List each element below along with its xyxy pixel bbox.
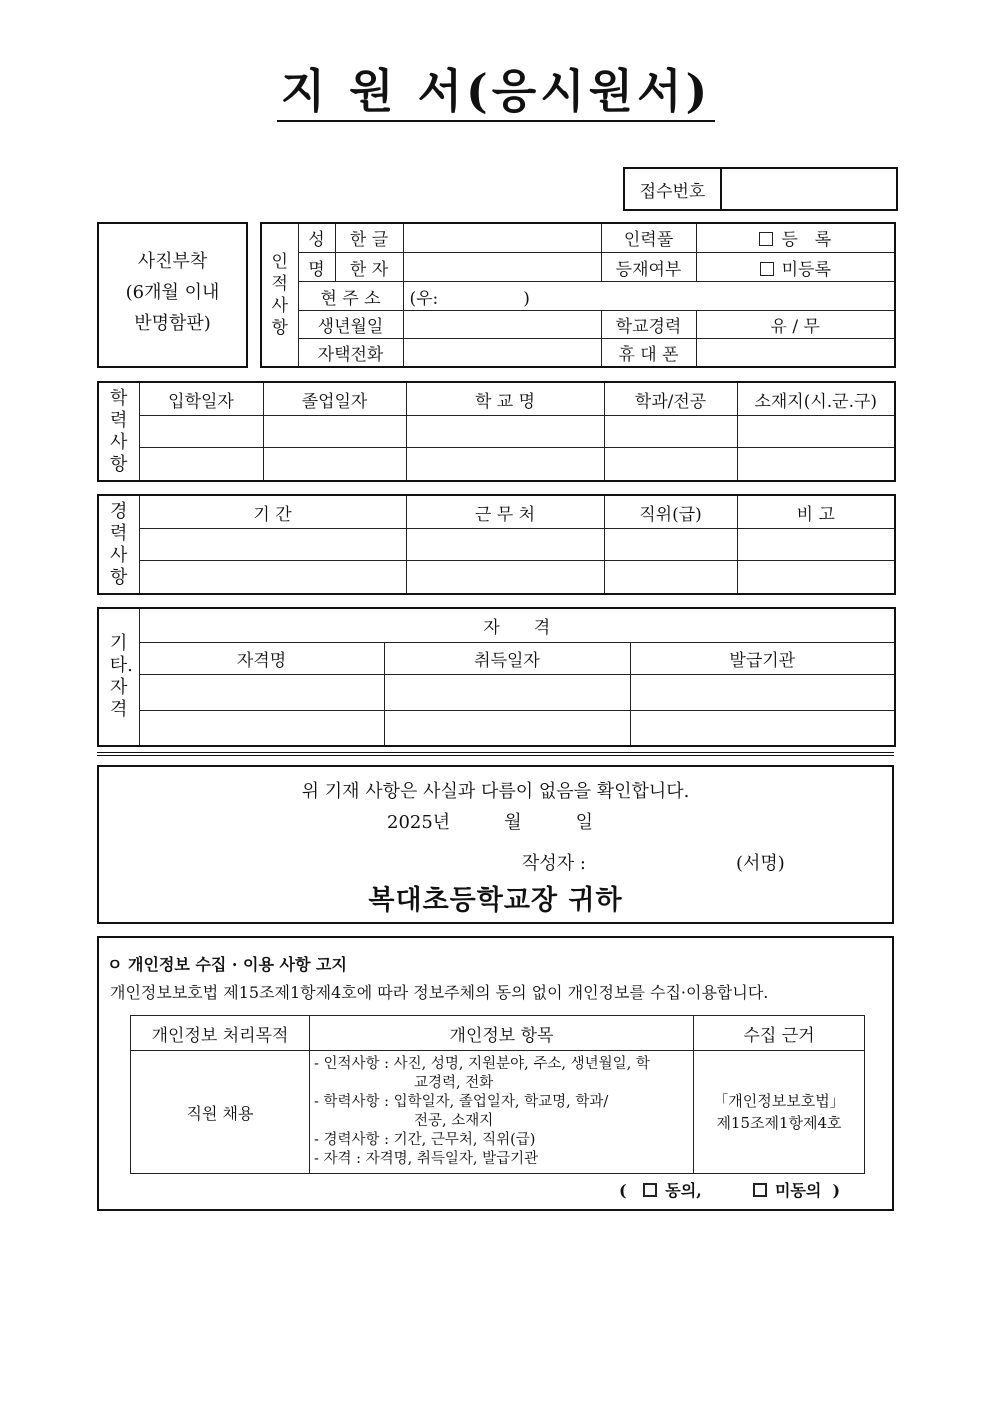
personal-section-label: 인적사항 [261, 223, 298, 367]
receipt-number-field[interactable] [721, 168, 897, 210]
unregistered-label: 미등록 [781, 259, 831, 280]
career-header-workplace: 근 무 처 [406, 495, 604, 529]
privacy-items [310, 1051, 694, 1174]
confirm-date[interactable]: 2025년 월 일 [387, 812, 593, 833]
career-section-label: 경력사항 [98, 495, 139, 594]
education-header-school: 학 교 명 [406, 382, 604, 416]
career-header-period: 기 간 [139, 495, 406, 529]
privacy-basis-line-2: 제15조제1항제4호 [716, 1114, 842, 1132]
title-text: 지 원 서(응시원서) [277, 62, 716, 122]
photo-box[interactable] [97, 222, 248, 368]
mobile-input[interactable] [696, 339, 895, 367]
qualification-table [97, 607, 896, 747]
qualification-cell[interactable] [384, 710, 630, 746]
career-header-note: 비 고 [737, 495, 895, 529]
privacy-item: - 경력사항 : 기간, 근무처, 직위(급) [314, 1132, 536, 1148]
career-cell[interactable] [139, 560, 406, 594]
education-section-label: 학력사항 [98, 382, 139, 481]
photo-line-3: 반명함판) [134, 313, 211, 334]
birth-input[interactable] [403, 310, 601, 338]
hangul-label: 한 글 [335, 223, 403, 252]
career-header-position: 직위(급) [604, 495, 737, 529]
page-title [0, 62, 992, 122]
registered-option[interactable] [696, 223, 895, 252]
registered-checkbox-icon[interactable] [759, 232, 773, 246]
privacy-notice-box [97, 936, 894, 1211]
name-label-top: 성 [298, 223, 335, 252]
education-header-major: 학과/전공 [604, 382, 737, 416]
signature-label[interactable]: (서명) [736, 853, 785, 874]
education-cell[interactable] [139, 447, 263, 481]
home-phone-label: 자택전화 [298, 339, 403, 367]
qualification-cell[interactable] [139, 710, 384, 746]
education-cell[interactable] [263, 447, 406, 481]
disagree-label: 미동의 [774, 1181, 822, 1200]
career-cell[interactable] [406, 529, 604, 561]
privacy-item: 전공, 소재지 [414, 1113, 494, 1129]
address-input[interactable]: (우: ) [403, 282, 895, 310]
qualification-cell[interactable] [384, 675, 630, 711]
divider [97, 752, 894, 756]
school-career-value[interactable]: 유 / 무 [696, 310, 895, 338]
career-table [97, 494, 896, 595]
education-cell[interactable] [139, 416, 263, 448]
disagree-checkbox-icon[interactable] [753, 1183, 767, 1197]
addressee: 복대초등학교장 귀하 [368, 885, 623, 916]
career-cell[interactable] [406, 560, 604, 594]
qualification-cell[interactable] [139, 675, 384, 711]
pool-label: 인력풀 [601, 223, 696, 252]
agree-checkbox-icon[interactable] [643, 1183, 657, 1197]
writer-label: 작성자 : [522, 853, 586, 874]
education-cell[interactable] [737, 447, 895, 481]
personal-info-table [260, 222, 896, 368]
mobile-label: 휴 대 폰 [601, 339, 696, 367]
privacy-table [130, 1015, 865, 1174]
qualification-header-date: 취득일자 [384, 643, 630, 675]
unregistered-option[interactable] [696, 252, 895, 281]
qualification-header-issuer: 발급기관 [630, 643, 895, 675]
qualification-group-header: 자 격 [139, 608, 895, 643]
name-label-bottom: 명 [298, 252, 335, 281]
qualification-cell[interactable] [630, 675, 895, 711]
privacy-item: - 인적사항 : 사진, 성명, 지원분야, 주소, 생년월일, 학 [314, 1056, 650, 1072]
education-header-entry: 입학일자 [139, 382, 263, 416]
privacy-heading: ㅇ 개인정보 수집 · 이용 사항 고지 [107, 955, 347, 974]
education-cell[interactable] [604, 447, 737, 481]
registered-label: 등 록 [781, 230, 832, 251]
education-header-location: 소재지(시.군.구) [737, 382, 895, 416]
school-career-label: 학교경력 [601, 310, 696, 338]
privacy-item: - 학력사항 : 입학일자, 졸업일자, 학교명, 학과/ [314, 1094, 609, 1110]
privacy-item: - 자격 : 자격명, 취득일자, 발급기관 [314, 1151, 539, 1167]
confirmation-box [97, 765, 894, 924]
consent-open-paren: ( [619, 1181, 638, 1200]
privacy-header-items: 개인정보 항목 [310, 1016, 694, 1051]
education-cell[interactable] [604, 416, 737, 448]
privacy-purpose: 직원 채용 [131, 1051, 310, 1174]
education-cell[interactable] [263, 416, 406, 448]
education-table [97, 381, 896, 482]
education-cell[interactable] [406, 447, 604, 481]
qualification-section-label: 기타.자격 [98, 608, 139, 746]
qualification-header-name: 자격명 [139, 643, 384, 675]
agree-label: 동의, [665, 1181, 702, 1200]
privacy-basis [694, 1051, 865, 1174]
hangul-name-input[interactable] [403, 223, 601, 252]
photo-line-1: 사진부착 [137, 251, 208, 272]
career-cell[interactable] [604, 529, 737, 561]
pool-label-2: 등재여부 [601, 252, 696, 281]
birth-label: 생년월일 [298, 310, 403, 338]
qualification-cell[interactable] [630, 710, 895, 746]
confirm-statement: 위 기재 사항은 사실과 다름이 없음을 확인합니다. [301, 781, 690, 802]
privacy-item: 교경력, 전화 [414, 1075, 494, 1091]
address-label: 현 주 소 [298, 282, 403, 310]
education-cell[interactable] [406, 416, 604, 448]
privacy-basis-line-1: 「개인정보보호법」 [713, 1092, 845, 1110]
unregistered-checkbox-icon[interactable] [760, 262, 774, 276]
education-header-graduation: 졸업일자 [263, 382, 406, 416]
hanja-label: 한 자 [335, 252, 403, 281]
hanja-name-input[interactable] [403, 252, 601, 281]
home-phone-input[interactable] [403, 339, 601, 367]
career-cell[interactable] [737, 529, 895, 561]
career-cell[interactable] [737, 560, 895, 594]
privacy-header-purpose: 개인정보 처리목적 [131, 1016, 310, 1051]
consent-close-paren: ) [826, 1181, 841, 1200]
education-cell[interactable] [737, 416, 895, 448]
consent-row [619, 1178, 840, 1201]
photo-line-2: (6개월 이내 [125, 282, 220, 303]
privacy-notice: 개인정보보호법 제15조제1항제4호에 따라 정보주체의 동의 없이 개인정보를 수집·이용합니다. [110, 983, 769, 1002]
privacy-header-basis: 수집 근거 [694, 1016, 865, 1051]
career-cell[interactable] [604, 560, 737, 594]
receipt-number-label: 접수번호 [624, 168, 721, 210]
receipt-number-table [623, 167, 898, 211]
career-cell[interactable] [139, 529, 406, 561]
